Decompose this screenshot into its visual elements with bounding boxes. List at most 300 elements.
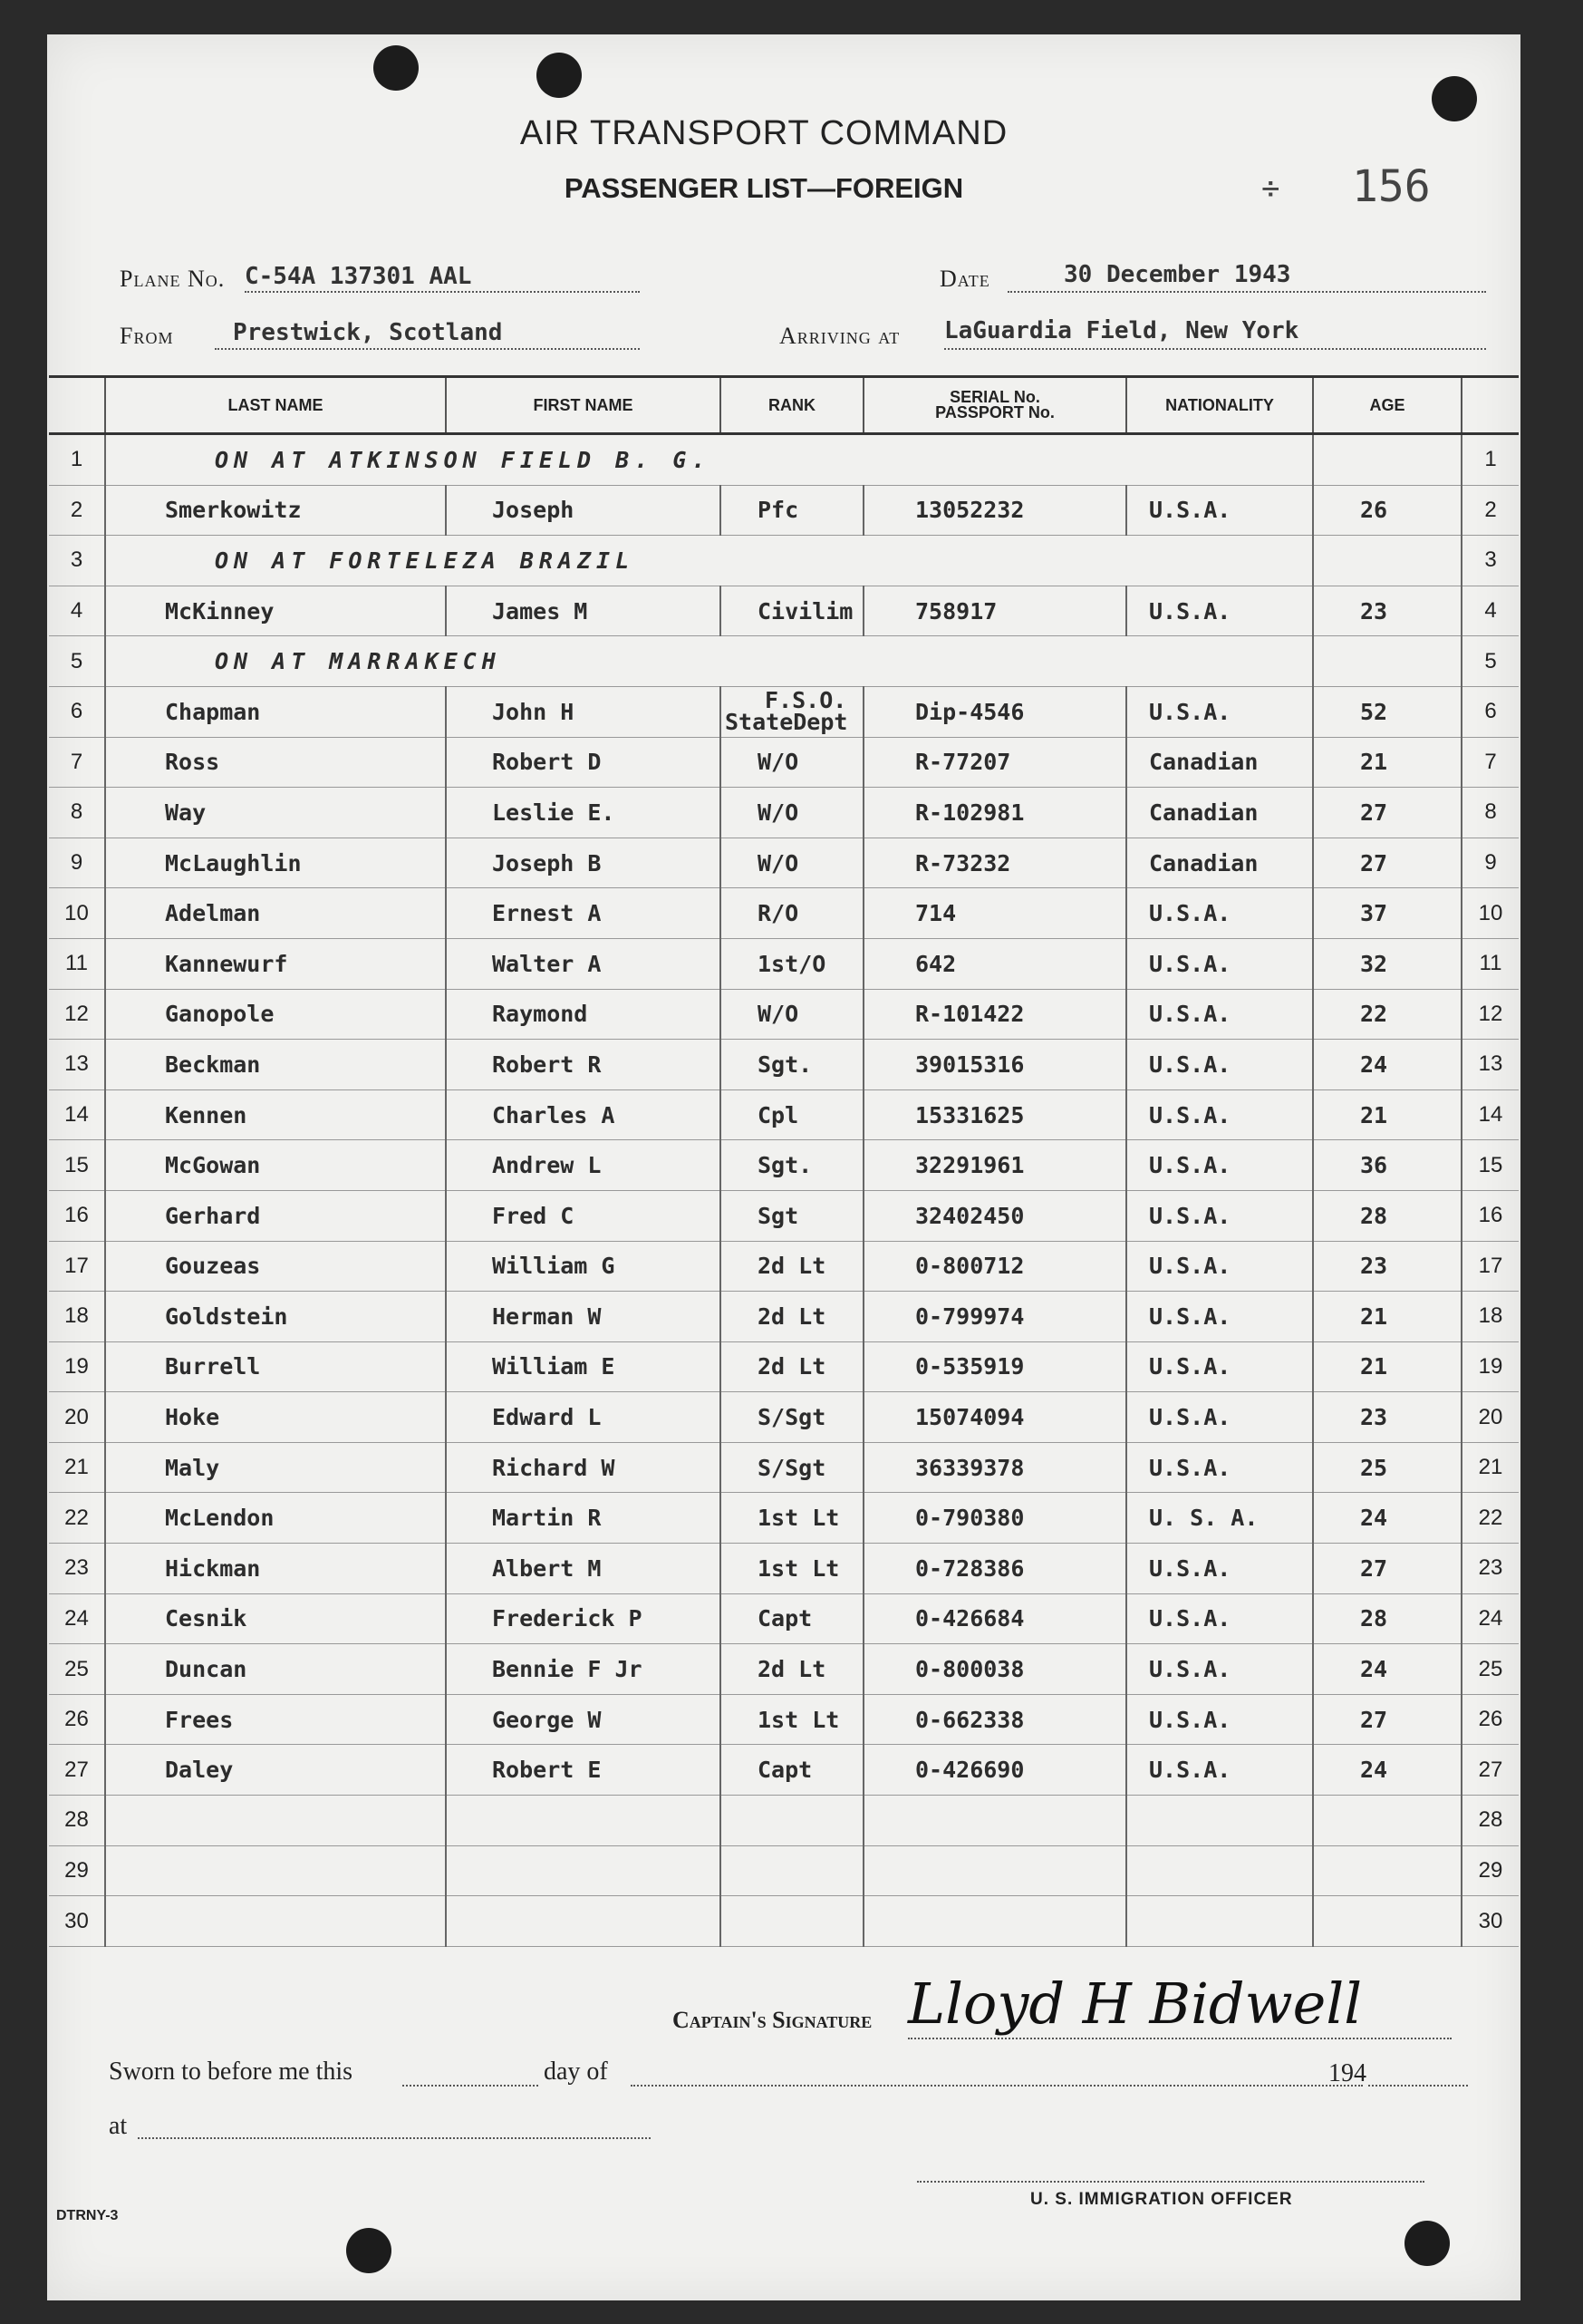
serial-cell: R-101422 [864, 989, 1126, 1040]
rank-cell: Capt [720, 1745, 864, 1796]
serial-cell: 0-800712 [864, 1241, 1126, 1292]
rank-cell: 2d Lt [720, 1341, 864, 1392]
rank-cell: 1st Lt [720, 1544, 864, 1594]
age-cell: 24 [1313, 1644, 1462, 1695]
rank-cell: 2d Lt [720, 1241, 864, 1292]
nationality-cell [1126, 1896, 1313, 1947]
captain-signature: Lloyd H Bidwell [908, 1971, 1363, 2037]
table-row [49, 1040, 1519, 1090]
last-name-cell: Smerkowitz [105, 485, 446, 536]
row-number: 27 [49, 1745, 105, 1796]
punch-hole [536, 53, 582, 98]
age-cell: 24 [1313, 1745, 1462, 1796]
nationality-header: NATIONALITY [1126, 377, 1313, 434]
nationality-cell: Canadian [1126, 838, 1313, 888]
table-row [49, 1544, 1519, 1594]
nationality-cell: U.S.A. [1126, 1745, 1313, 1796]
sworn-year-line [1368, 2085, 1468, 2087]
row-number: 13 [49, 1040, 105, 1090]
rank-line: StateDept [725, 709, 848, 736]
sworn-day-line [402, 2085, 538, 2087]
first-name-cell [446, 1845, 720, 1896]
first-name-cell: Andrew L [446, 1140, 720, 1191]
nationality-cell: U.S.A. [1126, 1544, 1313, 1594]
last-name-cell: Frees [105, 1694, 446, 1745]
row-number-right: 28 [1462, 1796, 1519, 1846]
sworn-label: Sworn to before me this [109, 2058, 353, 2086]
first-name-cell: William G [446, 1241, 720, 1292]
age-cell: 26 [1313, 485, 1462, 536]
row-number-right: 13 [1462, 1040, 1519, 1090]
last-name-cell: Kannewurf [105, 938, 446, 989]
age-cell: 27 [1313, 1544, 1462, 1594]
first-name-cell: Frederick P [446, 1593, 720, 1644]
passenger-table [49, 375, 1519, 1947]
first-name-cell: Albert M [446, 1544, 720, 1594]
at-line [138, 2137, 651, 2139]
table-row [49, 1694, 1519, 1745]
table-row [49, 1845, 1519, 1896]
rank-cell: W/O [720, 989, 864, 1040]
rank-header: RANK [720, 377, 864, 434]
form-number: DTRNY-3 [56, 2208, 119, 2223]
serial-cell [864, 1896, 1126, 1947]
table-row [49, 536, 1519, 586]
table-row [49, 1190, 1519, 1241]
table-row [49, 1089, 1519, 1140]
nationality-cell: U.S.A. [1126, 1644, 1313, 1695]
row-number: 4 [49, 586, 105, 636]
row-number-right: 9 [1462, 838, 1519, 888]
age-cell: 36 [1313, 1140, 1462, 1191]
date-value: 30 December 1943 [1064, 261, 1291, 288]
row-number-right: 2 [1462, 485, 1519, 536]
rank-cell: S/Sgt [720, 1392, 864, 1443]
row-number: 19 [49, 1341, 105, 1392]
first-name-cell: Raymond [446, 989, 720, 1040]
row-number-right: 4 [1462, 586, 1519, 636]
row-number-right: 22 [1462, 1493, 1519, 1544]
row-number: 21 [49, 1442, 105, 1493]
serial-header [864, 377, 1126, 434]
table-header-row [49, 377, 1519, 434]
rank-cell: 2d Lt [720, 1644, 864, 1695]
row-number: 14 [49, 1089, 105, 1140]
age-cell: 24 [1313, 1493, 1462, 1544]
rank-line-top: F.S.O. [765, 687, 847, 714]
last-name-cell: Adelman [105, 888, 446, 939]
row-number: 30 [49, 1896, 105, 1947]
punch-hole [346, 2228, 391, 2273]
row-number: 11 [49, 938, 105, 989]
first-name-cell: Fred C [446, 1190, 720, 1241]
row-number-right: 12 [1462, 989, 1519, 1040]
serial-cell: 15331625 [864, 1089, 1126, 1140]
first-name-cell [446, 1896, 720, 1947]
nationality-cell: U.S.A. [1126, 586, 1313, 636]
row-number-right: 6 [1462, 686, 1519, 737]
sworn-month-line [631, 2085, 1363, 2087]
page-mark: ÷ [1261, 170, 1280, 207]
row-number-right: 3 [1462, 536, 1519, 586]
row-number: 23 [49, 1544, 105, 1594]
first-name-cell: Bennie F Jr [446, 1644, 720, 1695]
serial-cell: 0-790380 [864, 1493, 1126, 1544]
age-cell: 23 [1313, 1392, 1462, 1443]
rank-cell [720, 686, 864, 737]
nationality-cell: U.S.A. [1126, 485, 1313, 536]
first-name-cell: Ernest A [446, 888, 720, 939]
serial-cell: Dip-4546 [864, 686, 1126, 737]
first-name-header: FIRST NAME [446, 377, 720, 434]
age-cell: 27 [1313, 788, 1462, 838]
rank-cell: Sgt. [720, 1140, 864, 1191]
age-cell [1313, 536, 1462, 586]
rank-cell: 2d Lt [720, 1292, 864, 1342]
last-name-cell: Gouzeas [105, 1241, 446, 1292]
row-number-right: 25 [1462, 1644, 1519, 1695]
table-row [49, 1442, 1519, 1493]
serial-cell: 0-662338 [864, 1694, 1126, 1745]
document-title: AIR TRANSPORT COMMAND [519, 114, 1009, 152]
age-cell: 24 [1313, 1040, 1462, 1090]
rank-cell: Sgt. [720, 1040, 864, 1090]
table-row [49, 1493, 1519, 1544]
nationality-cell: U.S.A. [1126, 1442, 1313, 1493]
at-label: at [109, 2112, 128, 2140]
table-row [49, 1392, 1519, 1443]
date-line [1008, 291, 1486, 293]
age-cell [1313, 1896, 1462, 1947]
serial-cell: 714 [864, 888, 1126, 939]
handwritten-note: ON AT FORTELEZA BRAZIL [105, 536, 1313, 586]
from-line [215, 348, 640, 350]
first-name-cell: William E [446, 1341, 720, 1392]
age-cell: 23 [1313, 1241, 1462, 1292]
table-row [49, 1896, 1519, 1947]
last-name-cell: Maly [105, 1442, 446, 1493]
first-name-cell: George W [446, 1694, 720, 1745]
last-name-header: LAST NAME [105, 377, 446, 434]
age-cell: 21 [1313, 1292, 1462, 1342]
row-number: 24 [49, 1593, 105, 1644]
row-number: 5 [49, 636, 105, 687]
row-number: 9 [49, 838, 105, 888]
serial-cell: 0-728386 [864, 1544, 1126, 1594]
row-number: 8 [49, 788, 105, 838]
rank-cell: W/O [720, 788, 864, 838]
table-row [49, 1644, 1519, 1695]
row-number: 29 [49, 1845, 105, 1896]
serial-cell: 32402450 [864, 1190, 1126, 1241]
row-number-right: 20 [1462, 1392, 1519, 1443]
nationality-cell: Canadian [1126, 788, 1313, 838]
first-name-cell: Walter A [446, 938, 720, 989]
serial-cell: 0-426684 [864, 1593, 1126, 1644]
row-number-right: 29 [1462, 1845, 1519, 1896]
nationality-cell: U.S.A. [1126, 1593, 1313, 1644]
nationality-cell [1126, 1845, 1313, 1896]
first-name-cell: Leslie E. [446, 788, 720, 838]
rank-cell: Cpl [720, 1089, 864, 1140]
rank-cell: Sgt [720, 1190, 864, 1241]
captain-signature-label: Captain's Signature [672, 2007, 873, 2033]
age-cell [1313, 636, 1462, 687]
serial-cell: 0-535919 [864, 1341, 1126, 1392]
table-row [49, 485, 1519, 536]
row-number: 20 [49, 1392, 105, 1443]
row-number-right: 8 [1462, 788, 1519, 838]
nationality-cell: U.S.A. [1126, 888, 1313, 939]
last-name-cell [105, 1896, 446, 1947]
serial-cell: 642 [864, 938, 1126, 989]
first-name-cell: Robert R [446, 1040, 720, 1090]
age-cell: 21 [1313, 737, 1462, 788]
row-number-right: 26 [1462, 1694, 1519, 1745]
arriving-line [944, 348, 1486, 350]
first-name-cell: James M [446, 586, 720, 636]
serial-cell [864, 1796, 1126, 1846]
from-label: From [120, 323, 174, 349]
last-name-cell: McKinney [105, 586, 446, 636]
serial-header-bottom: PASSPORT No. [935, 403, 1055, 421]
last-name-cell: Duncan [105, 1644, 446, 1695]
row-number: 22 [49, 1493, 105, 1544]
row-number: 25 [49, 1644, 105, 1695]
row-number-right: 27 [1462, 1745, 1519, 1796]
last-name-cell: Cesnik [105, 1593, 446, 1644]
age-cell: 21 [1313, 1089, 1462, 1140]
age-cell: 23 [1313, 586, 1462, 636]
page-number: 156 [1352, 161, 1431, 212]
day-of-label: day of [544, 2058, 608, 2086]
serial-cell [864, 1845, 1126, 1896]
serial-cell: R-77207 [864, 737, 1126, 788]
rank-cell [720, 1796, 864, 1846]
age-cell [1313, 1845, 1462, 1896]
table-row [49, 586, 1519, 636]
age-cell: 28 [1313, 1190, 1462, 1241]
serial-header-top: SERIAL No. [950, 388, 1040, 406]
last-name-cell: Beckman [105, 1040, 446, 1090]
row-number-right: 5 [1462, 636, 1519, 687]
row-number: 2 [49, 485, 105, 536]
first-name-cell: Robert D [446, 737, 720, 788]
last-name-cell: Daley [105, 1745, 446, 1796]
last-name-cell: Ganopole [105, 989, 446, 1040]
row-number: 15 [49, 1140, 105, 1191]
year-prefix: 194 [1328, 2059, 1366, 2087]
row-number: 18 [49, 1292, 105, 1342]
last-name-cell: Goldstein [105, 1292, 446, 1342]
immigration-officer-label: U. S. IMMIGRATION OFFICER [1030, 2190, 1293, 2209]
row-number: 10 [49, 888, 105, 939]
row-number: 7 [49, 737, 105, 788]
last-name-cell: Gerhard [105, 1190, 446, 1241]
serial-cell: 0-800038 [864, 1644, 1126, 1695]
last-name-cell: Way [105, 788, 446, 838]
serial-cell: 758917 [864, 586, 1126, 636]
serial-cell: R-73232 [864, 838, 1126, 888]
row-number-right: 30 [1462, 1896, 1519, 1947]
row-number: 16 [49, 1190, 105, 1241]
row-number-right: 23 [1462, 1544, 1519, 1594]
age-cell: 28 [1313, 1593, 1462, 1644]
serial-cell: 39015316 [864, 1040, 1126, 1090]
plane-value: C-54A 137301 AAL [245, 263, 472, 290]
rank-cell: Pfc [720, 485, 864, 536]
first-name-cell: Martin R [446, 1493, 720, 1544]
serial-cell: 13052232 [864, 485, 1126, 536]
age-cell: 27 [1313, 1694, 1462, 1745]
last-name-cell: Kennen [105, 1089, 446, 1140]
document-subtitle: PASSENGER LIST—FOREIGN [564, 172, 964, 204]
signature-line [908, 2038, 1452, 2039]
rank-cell: 1st/O [720, 938, 864, 989]
handwritten-note: ON AT MARRAKECH [105, 636, 1313, 687]
serial-cell: 36339378 [864, 1442, 1126, 1493]
date-label: Date [940, 266, 990, 292]
table-row [49, 888, 1519, 939]
serial-cell: 15074094 [864, 1392, 1126, 1443]
rank-cell [720, 1845, 864, 1896]
rank-cell: 1st Lt [720, 1694, 864, 1745]
table-row [49, 737, 1519, 788]
row-number: 6 [49, 686, 105, 737]
serial-cell: 32291961 [864, 1140, 1126, 1191]
handwritten-note: ON AT ATKINSON FIELD B. G. [105, 434, 1313, 486]
nationality-cell: U.S.A. [1126, 1089, 1313, 1140]
first-name-cell [446, 1796, 720, 1846]
row-number-right: 24 [1462, 1593, 1519, 1644]
age-cell: 25 [1313, 1442, 1462, 1493]
row-number-right: 21 [1462, 1442, 1519, 1493]
table-row [49, 1796, 1519, 1846]
last-name-cell: McGowan [105, 1140, 446, 1191]
last-name-cell: McLendon [105, 1493, 446, 1544]
row-number-right: 10 [1462, 888, 1519, 939]
row-number-header-right [1462, 377, 1519, 434]
table-row [49, 1292, 1519, 1342]
row-number-right: 18 [1462, 1292, 1519, 1342]
nationality-cell: U.S.A. [1126, 686, 1313, 737]
arriving-label: Arriving at [779, 323, 901, 349]
rank-cell: R/O [720, 888, 864, 939]
nationality-cell: U. S. A. [1126, 1493, 1313, 1544]
rank-cell: Civilim [720, 586, 864, 636]
table-row [49, 938, 1519, 989]
first-name-cell: John H [446, 686, 720, 737]
nationality-cell: U.S.A. [1126, 1341, 1313, 1392]
rank-cell: W/O [720, 838, 864, 888]
serial-cell: R-102981 [864, 788, 1126, 838]
row-number-right: 16 [1462, 1190, 1519, 1241]
last-name-cell: Burrell [105, 1341, 446, 1392]
nationality-cell: U.S.A. [1126, 1292, 1313, 1342]
first-name-cell: Herman W [446, 1292, 720, 1342]
nationality-cell: Canadian [1126, 737, 1313, 788]
first-name-cell: Joseph B [446, 838, 720, 888]
age-header: AGE [1313, 377, 1462, 434]
nationality-cell: U.S.A. [1126, 1392, 1313, 1443]
row-number: 1 [49, 434, 105, 486]
table-row [49, 636, 1519, 687]
first-name-cell: Richard W [446, 1442, 720, 1493]
officer-line [917, 2181, 1424, 2183]
from-value: Prestwick, Scotland [233, 319, 503, 346]
table-row [49, 1341, 1519, 1392]
first-name-cell: Charles A [446, 1089, 720, 1140]
rank-cell: Capt [720, 1593, 864, 1644]
age-cell [1313, 1796, 1462, 1846]
row-number: 28 [49, 1796, 105, 1846]
last-name-cell: Hickman [105, 1544, 446, 1594]
first-name-cell: Edward L [446, 1392, 720, 1443]
row-number-right: 7 [1462, 737, 1519, 788]
first-name-cell: Joseph [446, 485, 720, 536]
nationality-cell: U.S.A. [1126, 1140, 1313, 1191]
rank-cell: 1st Lt [720, 1493, 864, 1544]
nationality-cell: U.S.A. [1126, 989, 1313, 1040]
table-row [49, 1593, 1519, 1644]
age-cell: 22 [1313, 989, 1462, 1040]
rank-cell [720, 1896, 864, 1947]
row-number-right: 11 [1462, 938, 1519, 989]
table-row [49, 434, 1519, 486]
row-number: 3 [49, 536, 105, 586]
last-name-cell [105, 1796, 446, 1846]
first-name-cell: Robert E [446, 1745, 720, 1796]
nationality-cell [1126, 1796, 1313, 1846]
last-name-cell: Ross [105, 737, 446, 788]
table-row [49, 1745, 1519, 1796]
passenger-rows [49, 434, 1519, 1947]
row-number: 26 [49, 1694, 105, 1745]
last-name-cell: Chapman [105, 686, 446, 737]
rank-cell: W/O [720, 737, 864, 788]
age-cell: 32 [1313, 938, 1462, 989]
row-number-right: 19 [1462, 1341, 1519, 1392]
table-row [49, 1241, 1519, 1292]
nationality-cell: U.S.A. [1126, 1241, 1313, 1292]
row-number: 17 [49, 1241, 105, 1292]
row-number-right: 15 [1462, 1140, 1519, 1191]
age-cell: 37 [1313, 888, 1462, 939]
table-row [49, 788, 1519, 838]
plane-label: Plane No. [120, 266, 226, 292]
table-row [49, 989, 1519, 1040]
serial-cell: 0-426690 [864, 1745, 1126, 1796]
nationality-cell: U.S.A. [1126, 938, 1313, 989]
row-number: 12 [49, 989, 105, 1040]
punch-hole [373, 45, 419, 91]
last-name-cell: McLaughlin [105, 838, 446, 888]
rank-cell: S/Sgt [720, 1442, 864, 1493]
table-row [49, 1140, 1519, 1191]
row-number-right: 17 [1462, 1241, 1519, 1292]
table-row [49, 838, 1519, 888]
row-number-right: 1 [1462, 434, 1519, 486]
nationality-cell: U.S.A. [1126, 1190, 1313, 1241]
plane-line [245, 291, 640, 293]
age-cell: 52 [1313, 686, 1462, 737]
age-cell: 21 [1313, 1341, 1462, 1392]
nationality-cell: U.S.A. [1126, 1694, 1313, 1745]
age-cell: 27 [1313, 838, 1462, 888]
table-row [49, 686, 1519, 737]
arriving-value: LaGuardia Field, New York [944, 317, 1299, 344]
last-name-cell: Hoke [105, 1392, 446, 1443]
